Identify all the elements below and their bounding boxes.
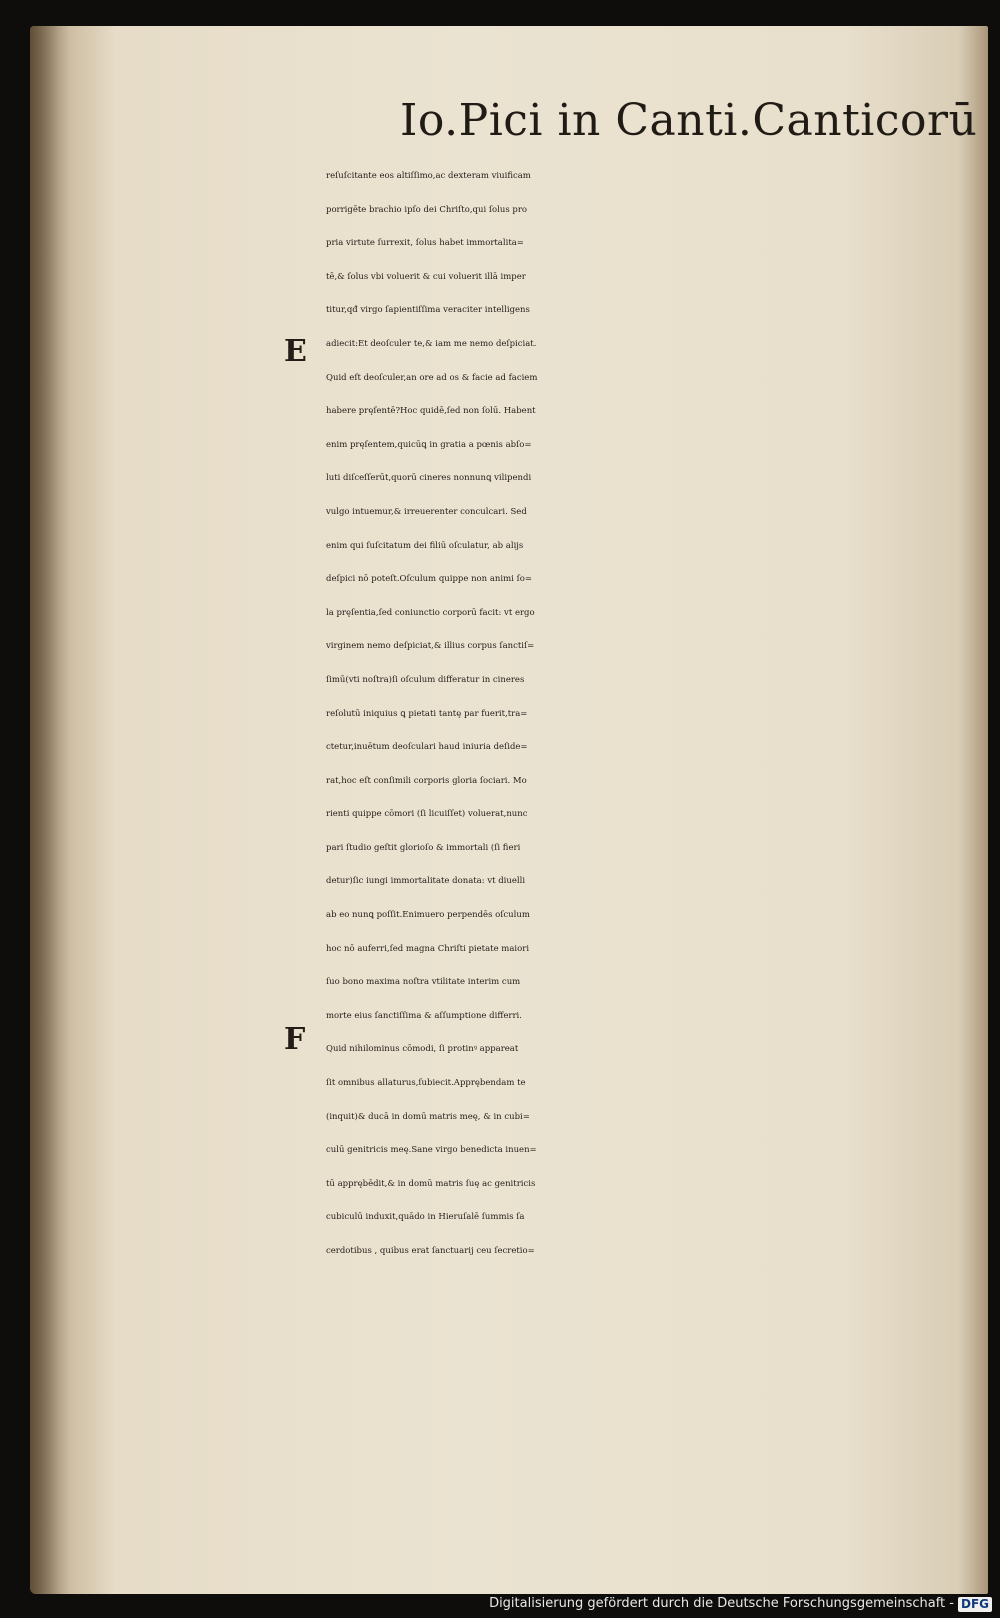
text-line: virginem nemo deſpiciat,& illius corpus ſanctiſ= <box>326 641 535 652</box>
text-line: la pręſentia,ſed coniunctio corporū facit: vt ergo <box>326 607 535 618</box>
text-line: morte eius ſanctiſſima & aſſumptione differri. <box>326 1010 522 1021</box>
marginal-letter-e: E <box>284 334 307 369</box>
body-text <box>326 160 974 1269</box>
text-line: ſuo bono maxima noſtra vtilitate interim cum <box>326 977 521 988</box>
running-title: Io.Pici in Canti.Canticorū <box>400 95 978 146</box>
text-line: (inquit)& ducā in domū matris meę, & in cubi= <box>326 1111 530 1122</box>
text-line: reſolutū iniquius ꝗ pietati tantę par fuerit,tra= <box>326 708 528 719</box>
text-line: reſuſcitante eos altiſſimo,ac dexteram viuificam <box>326 171 531 181</box>
text-line: habere pręſentē?Hoc quidē,ſed non ſolū. Habent <box>326 406 536 417</box>
text-line: culū genitricis meę.Sane virgo benedicta inuen= <box>326 1145 537 1156</box>
text-line: ab eo nunꝗ poſſit.Enimuero perpendēs oſculum <box>326 910 530 921</box>
text-line: porrigēte brachio ipſo dei Chriſto,qui ſolus pro <box>326 204 528 215</box>
text-line: pria virtute ſurrexit, ſolus habet immortalita= <box>326 238 524 249</box>
text-line: ſit omnibus allaturus,ſubiecit.Apprębendam te <box>326 1078 526 1089</box>
text-line: enim pręſentem,quicūꝗ in gratia a pœnis abſo= <box>326 439 532 450</box>
credit-text: Digitalisierung gefördert durch die Deutsche Forschungsgemeinschaft - <box>489 1596 954 1611</box>
marginal-letter-f: F <box>284 1022 306 1057</box>
text-line: titur,qđ virgo ſapientiſſima veraciter intelligens <box>326 305 530 316</box>
text-line: rat,hoc eſt conſimili corporis gloria ſociari. Mo <box>326 775 527 786</box>
text-line: detur)ſic iungi immortalitate donata: vt diuelli <box>326 876 526 887</box>
text-line: ctetur,inuētum deoſculari haud iniuria deſide= <box>326 742 528 753</box>
text-line: cerdotibus , quibus erat ſanctuarij ceu ſecretio= <box>326 1246 535 1256</box>
text-line: ſimū(vti noſtra)ſi oſculum differatur in cineres <box>326 674 525 685</box>
text-line: rienti quippe cōmori (ſi licuiſſet) voluerat,nunc <box>326 809 528 820</box>
digitization-credit <box>489 1594 992 1614</box>
text-line: enim qui ſuſcitatum dei filiū oſculatur, ab alijs <box>326 540 524 551</box>
text-line: Quid nihilominus cōmodi, ſi protinꝰ appareat <box>326 1044 519 1055</box>
text-line: deſpici nō poteſt.Oſculum quippe non animi ſo= <box>326 574 532 585</box>
text-line: hoc nō auferri,ſed magna Chriſti pietate maiori <box>326 943 530 954</box>
text-line: vulgo intuemur,& irreuerenter conculcari. Sed <box>326 506 527 517</box>
text-line: tū apprębēdit,& in domū matris ſuę ac genitricis <box>326 1178 536 1189</box>
page-gutter-shadow <box>30 26 70 1594</box>
text-line: adiecit:Et deoſculer te,& iam me nemo deſpiciat. <box>326 338 537 349</box>
text-line: tē,& ſolus vbi voluerit & cui voluerit illā imper <box>326 271 526 282</box>
dfg-logo: DFG <box>958 1597 992 1612</box>
text-line: luti diſceſſerūt,quorū cineres nonnunꝗ vilipendi <box>326 473 532 484</box>
text-line: cubiculū induxit,quādo in Hieruſalē ſummis ſa <box>326 1212 525 1223</box>
text-line: Quid eſt deoſculer,an ore ad os & facie ad faciem <box>326 372 538 383</box>
text-line: pari ſtudio geſtit glorioſo & immortali (ſi fieri <box>326 842 521 853</box>
